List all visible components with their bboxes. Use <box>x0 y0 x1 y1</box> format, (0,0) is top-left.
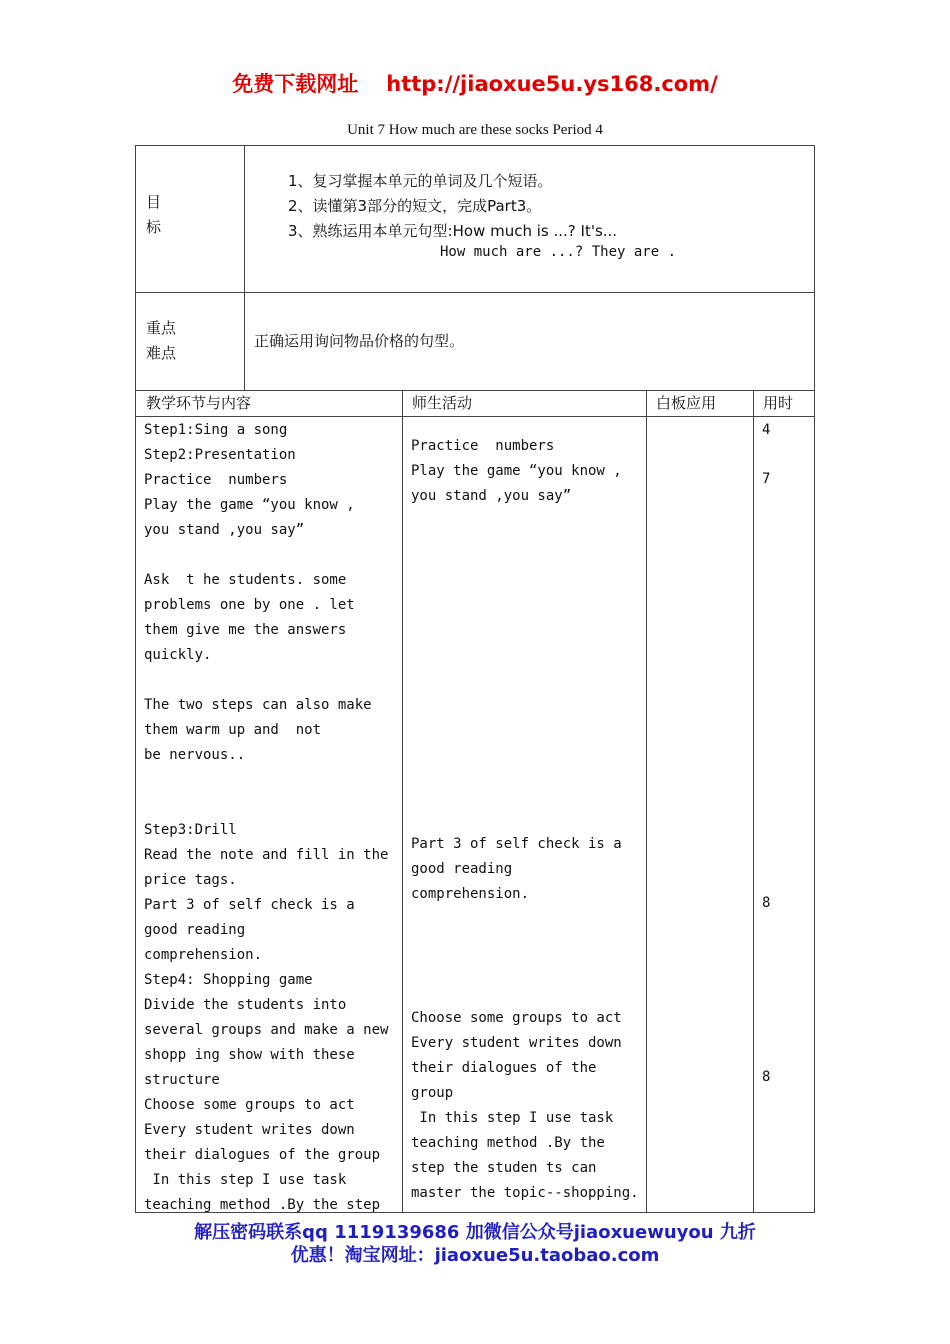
text-line: comprehension. <box>144 947 263 963</box>
text-line: shopp ing show with these <box>144 1047 355 1063</box>
column-header-content: 教学环节与内容 <box>146 394 252 412</box>
page-title: Unit 7 How much are these socks Period 4 <box>347 122 603 138</box>
text-line: In this step I use task <box>411 1110 614 1126</box>
text-line: Choose some groups to act <box>144 1097 355 1113</box>
col-divider <box>244 146 245 390</box>
text-line: Divide the students into <box>144 997 347 1013</box>
lesson-plan-table <box>135 145 815 1213</box>
text-line: several groups and make a new <box>144 1022 389 1038</box>
text-line: Every student writes down <box>411 1035 622 1051</box>
keypoints-label-1: 重点 <box>146 319 177 337</box>
text-line: Step3:Drill <box>144 822 237 838</box>
text-line: structure <box>144 1072 220 1088</box>
goals-label-1: 目 <box>146 193 162 211</box>
time-value: 8 <box>762 1069 771 1085</box>
text-line: step the studen ts can <box>411 1160 597 1176</box>
keypoints-label-2: 难点 <box>146 344 177 362</box>
goals-label-2: 标 <box>146 218 162 236</box>
column-header-time: 用时 <box>763 394 794 412</box>
text-line: teaching method .By the <box>411 1135 605 1151</box>
goal-item-1: 1、复习掌握本单元的单词及几个短语。 <box>288 172 553 190</box>
header-url-link[interactable]: http://jiaoxue5u.ys168.com/ <box>386 72 718 96</box>
col-divider <box>402 390 403 1212</box>
keypoints-content: 正确运用询问物品价格的句型。 <box>254 332 465 350</box>
text-line: them give me the answers <box>144 622 347 638</box>
text-line: Step2:Presentation <box>144 447 296 463</box>
time-value: 8 <box>762 895 771 911</box>
column-header-whiteboard: 白板应用 <box>656 394 717 412</box>
text-line: problems one by one . let <box>144 597 355 613</box>
footer-line-2: 优惠！淘宝网址：jiaoxue5u.taobao.com <box>290 1245 660 1266</box>
text-line: be nervous.. <box>144 747 246 763</box>
goal-item-3: 3、熟练运用本单元句型:How much is ...? It's... <box>288 222 618 240</box>
text-line: Step4: Shopping game <box>144 972 313 988</box>
text-line: you stand ,you say” <box>144 522 305 538</box>
text-line: good reading <box>411 861 513 877</box>
text-line: good reading <box>144 922 246 938</box>
text-line: price tags. <box>144 872 237 888</box>
row-divider <box>136 416 814 417</box>
text-line: Practice numbers <box>411 438 555 454</box>
text-line: master the topic--shopping. <box>411 1185 639 1201</box>
text-line: Ask t he students. some <box>144 572 347 588</box>
text-line: The two steps can also make <box>144 697 372 713</box>
text-line: them warm up and not <box>144 722 322 738</box>
footer-line-1: 解压密码联系qq 1119139686 加微信公众号jiaoxuewuyou 九折 <box>194 1222 756 1243</box>
header-label: 免费下载网址 <box>232 72 359 96</box>
text-line: Part 3 of self check is a <box>144 897 355 913</box>
time-value: 7 <box>762 471 771 487</box>
text-line: you stand ,you say” <box>411 488 572 504</box>
text-line: quickly. <box>144 647 212 663</box>
goal-item-4: How much are ...? They are . <box>440 244 677 260</box>
col-divider <box>646 390 647 1212</box>
text-line: Read the note and fill in the <box>144 847 389 863</box>
text-line: Play the game “you know , <box>411 463 622 479</box>
text-line: comprehension. <box>411 886 530 902</box>
text-line: In this step I use task <box>144 1172 347 1188</box>
text-line: Play the game “you know , <box>144 497 355 513</box>
text-line: Choose some groups to act <box>411 1010 622 1026</box>
col-divider <box>753 390 754 1212</box>
text-line: Practice numbers <box>144 472 288 488</box>
time-value: 4 <box>762 422 771 438</box>
text-line: Step1:Sing a song <box>144 422 288 438</box>
download-header <box>0 68 950 98</box>
text-line: Every student writes down <box>144 1122 355 1138</box>
text-line: group <box>411 1085 454 1101</box>
text-line: their dialogues of the <box>411 1060 597 1076</box>
text-line: teaching method .By the step <box>144 1197 381 1213</box>
text-line: their dialogues of the group <box>144 1147 381 1163</box>
goal-item-2: 2、读懂第3部分的短文，完成Part3。 <box>288 197 542 215</box>
column-header-activity: 师生活动 <box>412 394 473 412</box>
text-line: Part 3 of self check is a <box>411 836 622 852</box>
row-divider <box>136 292 814 293</box>
